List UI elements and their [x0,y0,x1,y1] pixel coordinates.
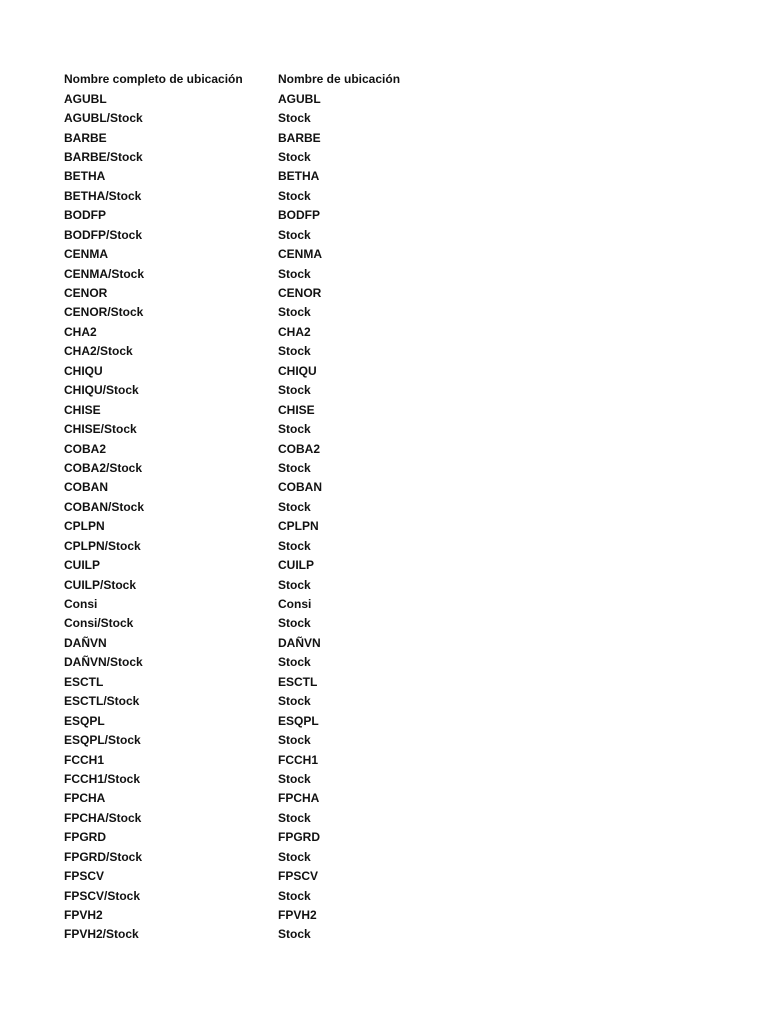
cell-name: CENMA [278,247,322,262]
cell-name: CHA2 [278,324,311,339]
cell-full-name: COBA2 [64,441,107,456]
cell-name: Stock [278,344,311,359]
table-row [64,478,484,497]
cell-name: Stock [278,694,311,709]
table-row [64,575,484,594]
cell-full-name: Consi/Stock [64,616,134,631]
cell-full-name: CHIQU/Stock [64,383,139,398]
cell-name: Stock [278,383,311,398]
table-row [64,148,484,167]
cell-full-name: CUILP [64,558,100,573]
cell-name: Stock [278,149,311,164]
cell-full-name: FPGRD/Stock [64,849,143,864]
cell-name: ESQPL [278,713,319,728]
cell-full-name: CENOR/Stock [64,305,144,320]
cell-full-name: FPSCV [64,869,105,884]
table-row [64,867,484,886]
cell-name: Stock [278,771,311,786]
cell-name: CHIQU [278,363,317,378]
cell-name: Stock [278,888,311,903]
cell-full-name: CHA2 [64,324,97,339]
table-row [64,614,484,633]
cell-name: Stock [278,422,311,437]
cell-name: ESCTL [278,674,318,689]
cell-full-name: ESCTL/Stock [64,694,140,709]
table-row [64,634,484,653]
cell-name: Stock [278,849,311,864]
cell-name: CUILP [278,558,314,573]
table-row [64,828,484,847]
cell-full-name: CENOR [64,286,108,301]
table-row [64,848,484,867]
cell-full-name: CPLPN/Stock [64,538,141,553]
table-row [64,653,484,672]
cell-full-name: FPVH2/Stock [64,927,139,942]
cell-full-name: AGUBL [64,91,107,106]
table-row [64,711,484,730]
table-row [64,789,484,808]
table-row [64,303,484,322]
table-row [64,731,484,750]
cell-full-name: CUILP/Stock [64,577,137,592]
cell-full-name: FCCH1 [64,752,105,767]
table-row [64,128,484,147]
cell-name: Stock [278,927,311,942]
table-row [64,167,484,186]
table-row [64,323,484,342]
table-row [64,595,484,614]
cell-name: BARBE [278,130,321,145]
table-row [64,264,484,283]
cell-name: FPVH2 [278,908,317,923]
cell-name: Stock [278,655,311,670]
cell-full-name: CPLPN [64,519,105,534]
cell-full-name: BODFP/Stock [64,227,143,242]
cell-name: Stock [278,111,311,126]
cell-full-name: BETHA/Stock [64,188,142,203]
cell-name: Stock [278,538,311,553]
table-row [64,187,484,206]
cell-name: CPLPN [278,519,319,534]
table-row [64,925,484,944]
cell-full-name: CHIQU [64,363,103,378]
cell-name: Stock [278,305,311,320]
cell-name: Stock [278,499,311,514]
cell-name: Stock [278,577,311,592]
table-row [64,109,484,128]
table-row [64,381,484,400]
cell-full-name: COBA2/Stock [64,460,143,475]
cell-full-name: BODFP [64,208,106,223]
cell-full-name: CENMA [64,247,108,262]
table-row [64,459,484,478]
cell-full-name: COBAN [64,480,108,495]
cell-name: Stock [278,188,311,203]
table-body [64,89,484,944]
cell-name: Stock [278,616,311,631]
cell-name: BODFP [278,208,320,223]
cell-full-name: CENMA/Stock [64,266,145,281]
location-table [64,70,484,945]
cell-name: Consi [278,597,312,612]
cell-full-name: AGUBL/Stock [64,111,143,126]
cell-full-name: BETHA [64,169,106,184]
cell-full-name: CHISE [64,402,101,417]
cell-name: Stock [278,266,311,281]
cell-full-name: DAÑVN/Stock [64,655,143,670]
cell-name: DAÑVN [278,635,321,650]
table-row [64,420,484,439]
table-row [64,400,484,419]
cell-name: CENOR [278,286,322,301]
table-header-row [64,70,484,89]
cell-full-name: BARBE/Stock [64,149,143,164]
table-row [64,206,484,225]
table-row [64,692,484,711]
cell-full-name: COBAN/Stock [64,499,145,514]
cell-full-name: FPGRD [64,830,106,845]
cell-full-name: ESCTL [64,674,104,689]
cell-full-name: Consi [64,597,98,612]
cell-name: Stock [278,733,311,748]
table-row [64,342,484,361]
cell-full-name: CHISE/Stock [64,422,137,437]
table-row [64,439,484,458]
table-row [64,226,484,245]
cell-full-name: FPSCV/Stock [64,888,141,903]
column-header-name: Nombre de ubicación [278,72,401,87]
table-row [64,517,484,536]
cell-name: FPSCV [278,869,319,884]
cell-name: Stock [278,227,311,242]
cell-name: COBAN [278,480,322,495]
table-row [64,750,484,769]
cell-full-name: FCCH1/Stock [64,771,141,786]
table-row [64,245,484,264]
cell-name: FPCHA [278,791,320,806]
table-row [64,498,484,517]
cell-full-name: ESQPL [64,713,105,728]
cell-name: FCCH1 [278,752,319,767]
cell-name: CHISE [278,402,315,417]
table-row [64,89,484,108]
table-row [64,886,484,905]
table-row [64,556,484,575]
cell-full-name: FPCHA [64,791,106,806]
cell-full-name: DAÑVN [64,635,107,650]
table-row [64,770,484,789]
cell-name: Stock [278,460,311,475]
cell-full-name: BARBE [64,130,107,145]
table-row [64,537,484,556]
table-row [64,284,484,303]
cell-full-name: ESQPL/Stock [64,733,141,748]
column-header-full-name: Nombre completo de ubicación [64,72,243,87]
table-row [64,673,484,692]
cell-full-name: CHA2/Stock [64,344,133,359]
cell-full-name: FPVH2 [64,908,103,923]
cell-name: Stock [278,810,311,825]
table-row [64,809,484,828]
cell-name: BETHA [278,169,320,184]
table-row [64,906,484,925]
table-row [64,362,484,381]
cell-name: COBA2 [278,441,321,456]
cell-name: AGUBL [278,91,321,106]
cell-name: FPGRD [278,830,320,845]
cell-full-name: FPCHA/Stock [64,810,142,825]
